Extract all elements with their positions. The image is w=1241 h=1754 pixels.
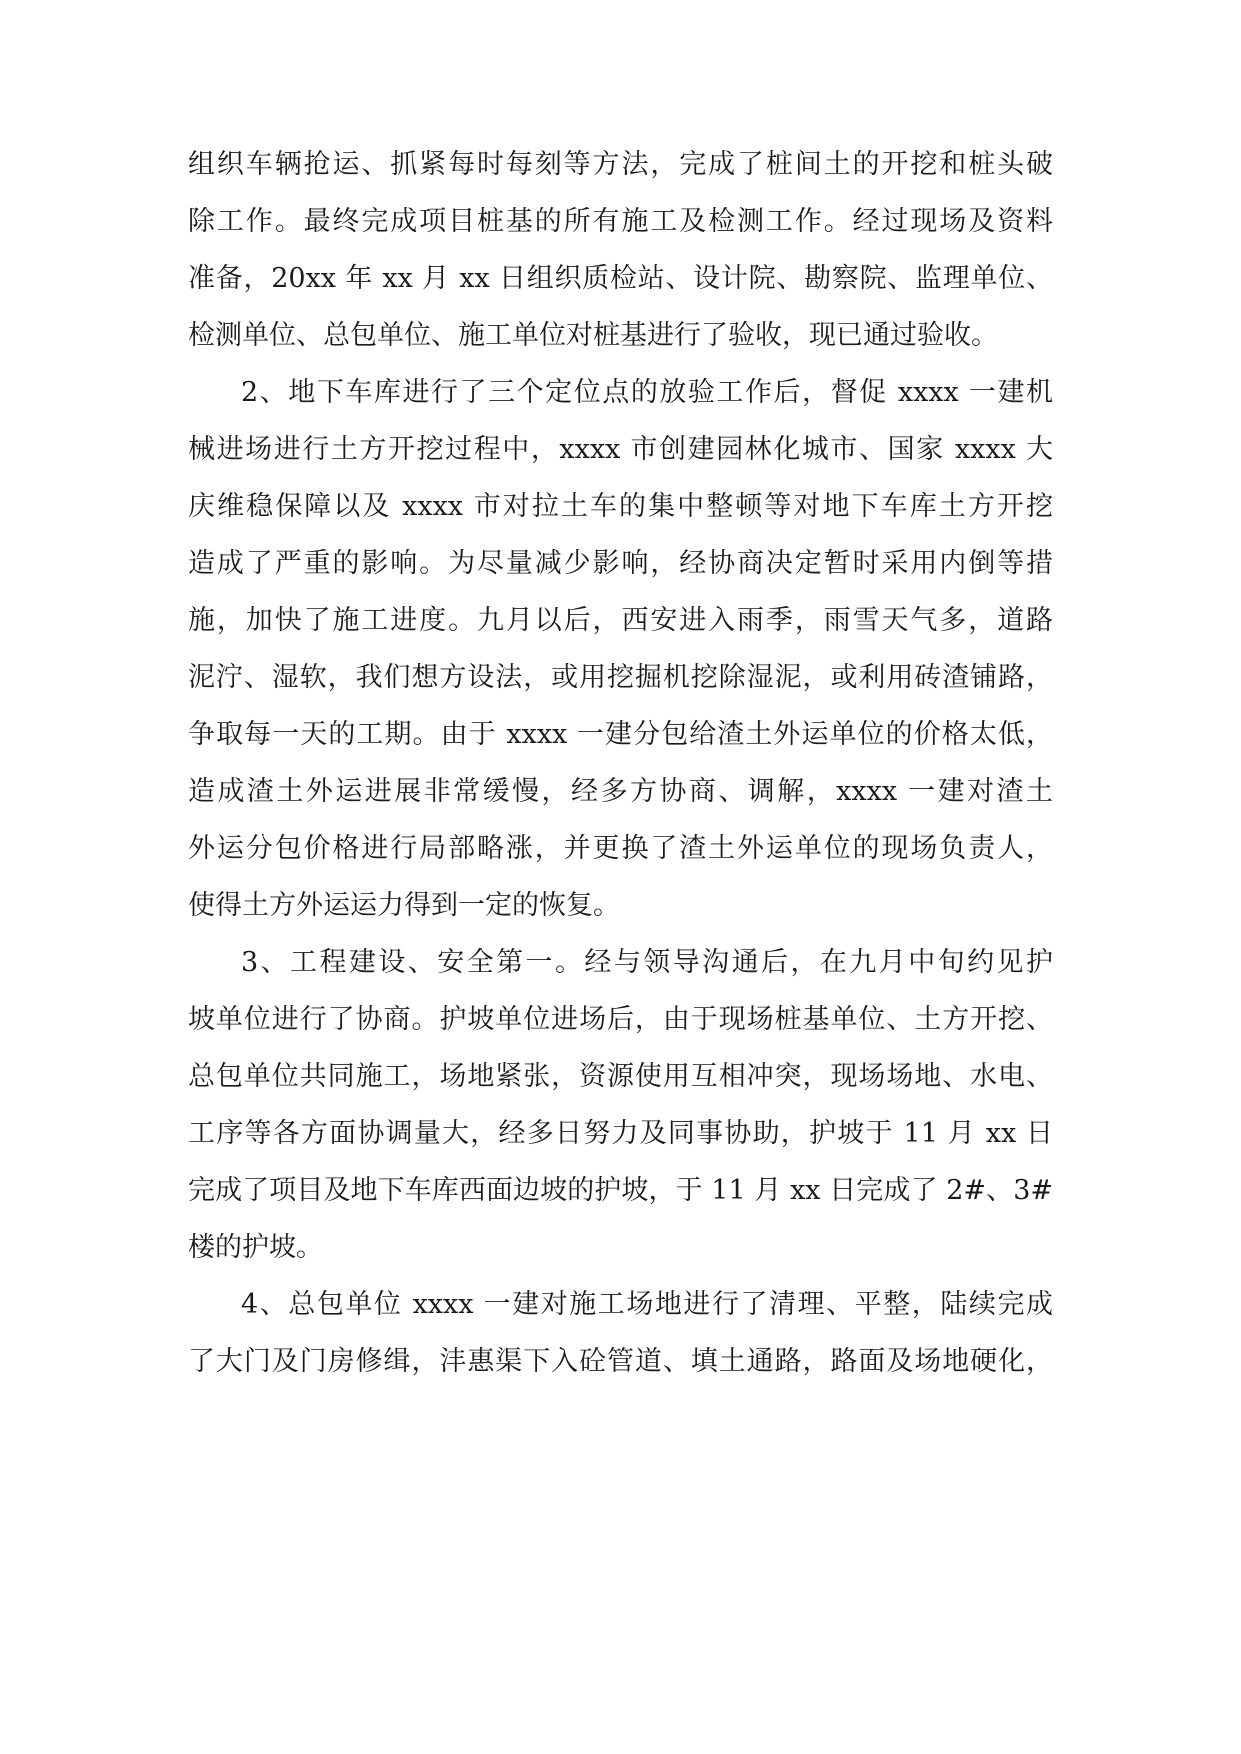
text-line: 工序等各方面协调量大，经多日努力及同事协助，护坡于 11 月 xx 日 [188, 1118, 1053, 1149]
paragraph-3-first-line: 3、工程建设、安全第一。经与领导沟通后，在九月中旬约见护 [241, 947, 1053, 978]
text-line: 检测单位、总包单位、施工单位对桩基进行了验收，现已通过验收。 [188, 320, 998, 351]
text-line: 庆维稳保障以及 xxxx 市对拉土车的集中整顿等对地下车库土方开挖 [188, 491, 1053, 522]
text-line: 造成渣土外运进展非常缓慢，经多方协商、调解，xxxx 一建对渣土 [188, 776, 1053, 807]
text-line: 造成了严重的影响。为尽量减少影响，经协商决定暂时采用内倒等措 [188, 548, 1053, 579]
paragraph-4-first-line: 4、总包单位 xxxx 一建对施工场地进行了清理、平整，陆续完成 [241, 1289, 1053, 1320]
text-line: 外运分包价格进行局部略涨，并更换了渣土外运单位的现场负责人， [188, 833, 1053, 864]
text-line: 了大门及门房修缉，沣惠渠下入砼管道、填土通路，路面及场地硬化， [188, 1346, 1053, 1377]
text-line: 完成了项目及地下车库西面边坡的护坡，于 11 月 xx 日完成了 2#、3# [188, 1175, 1053, 1206]
text-line: 坡单位进行了协商。护坡单位进场后，由于现场桩基单位、土方开挖、 [188, 1004, 1053, 1035]
paragraph-2-first-line: 2、地下车库进行了三个定位点的放验工作后，督促 xxxx 一建机 [241, 377, 1053, 408]
text-line: 准备，20xx 年 xx 月 xx 日组织质检站、设计院、勘察院、监理单位、 [188, 263, 1053, 294]
text-line: 泥泞、湿软，我们想方设法，或用挖掘机挖除湿泥，或利用砖渣铺路， [188, 662, 1053, 693]
text-line: 楼的护坡。 [188, 1232, 323, 1263]
text-line: 组织车辆抢运、抓紧每时每刻等方法，完成了桩间土的开挖和桩头破 [188, 149, 1053, 180]
text-line: 械进场进行土方开挖过程中，xxxx 市创建园林化城市、国家 xxxx 大 [188, 434, 1053, 465]
text-line: 使得土方外运运力得到一定的恢复。 [188, 890, 620, 921]
text-line: 总包单位共同施工，场地紧张，资源使用互相冲突，现场场地、水电、 [188, 1061, 1053, 1092]
text-line: 争取每一天的工期。由于 xxxx 一建分包给渣土外运单位的价格太低， [188, 719, 1053, 750]
text-line: 施，加快了施工进度。九月以后，西安进入雨季，雨雪天气多，道路 [188, 605, 1053, 636]
text-line: 除工作。最终完成项目桩基的所有施工及检测工作。经过现场及资料 [188, 206, 1053, 237]
